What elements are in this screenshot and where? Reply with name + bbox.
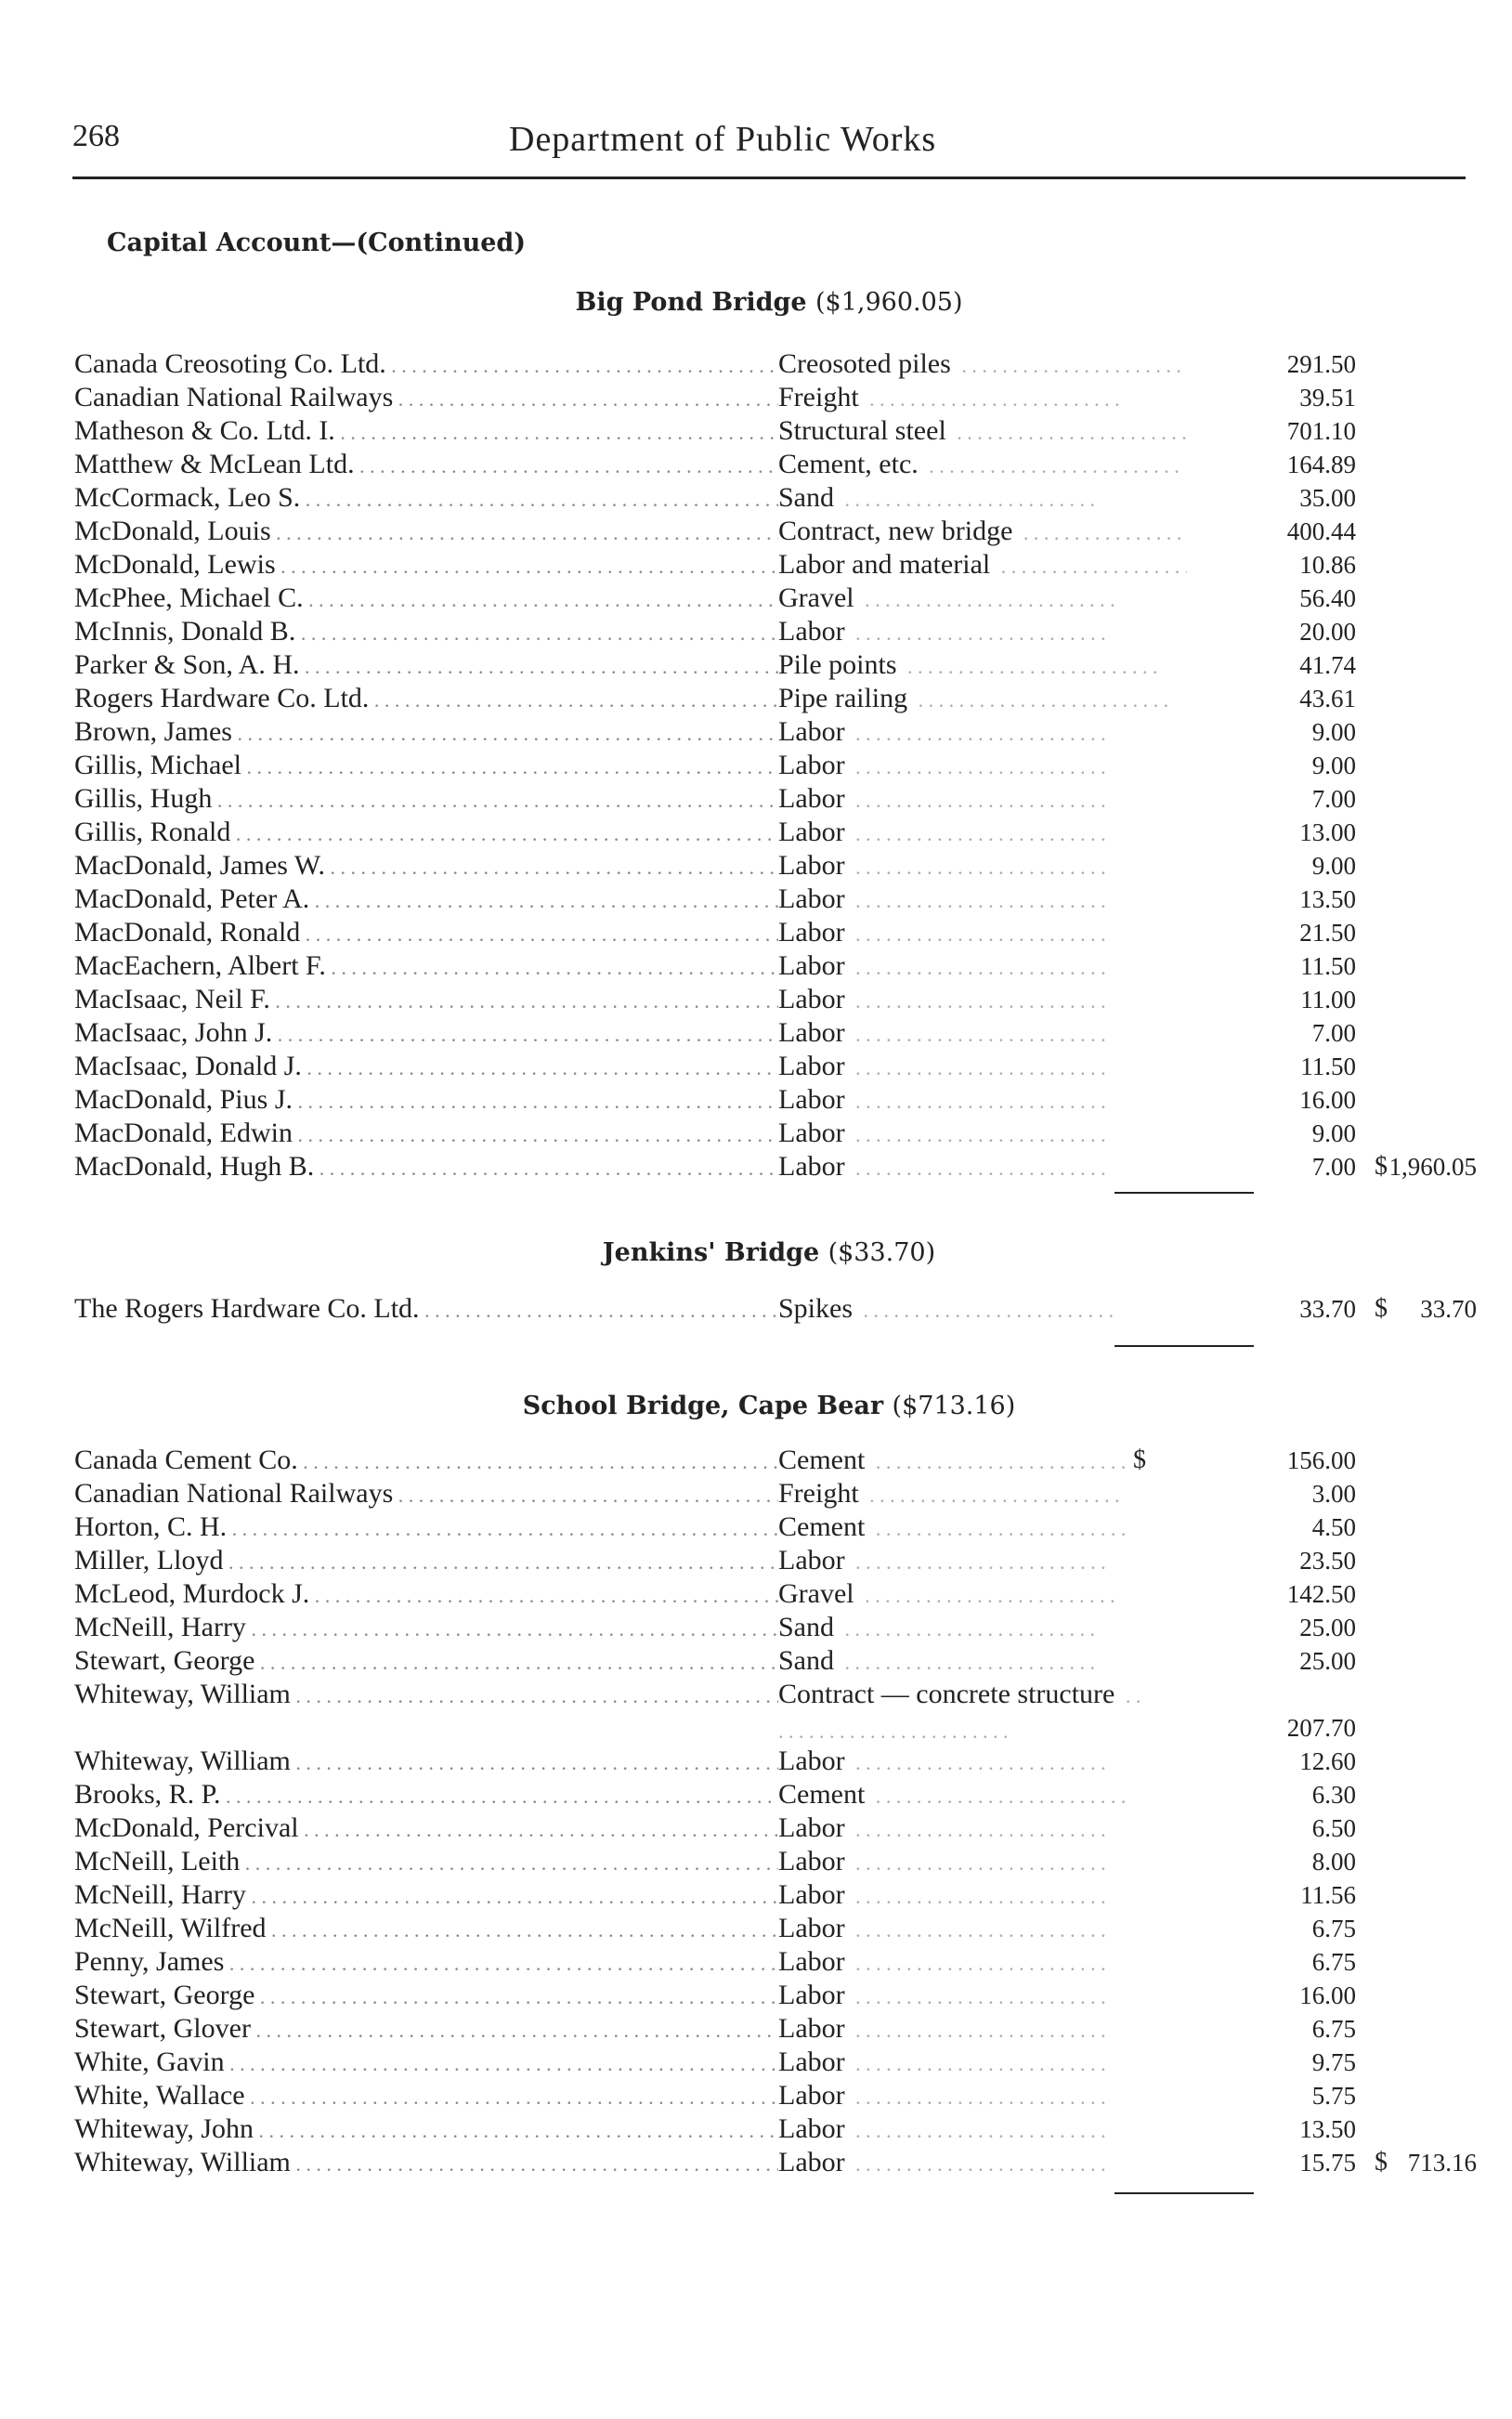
purpose-text: Labor . . . <box>778 1016 1187 1052</box>
purpose-text: Sand . . . <box>778 1644 1187 1680</box>
purpose-text: Labor . . . <box>778 1150 1187 1185</box>
purpose-text: Cement . . . <box>778 1510 1187 1546</box>
payee-name: MacDonald, Pius J. . . . <box>74 1083 780 1118</box>
purpose-text: Contract, new bridge . . . <box>778 515 1187 550</box>
payee-name: Stewart, Glover . . . <box>74 2012 780 2047</box>
purpose-text: Labor . . . <box>778 1544 1187 1579</box>
payee-name: Canada Creosoting Co. Ltd. . . . <box>74 347 780 383</box>
ledger-row <box>74 481 1477 515</box>
payee-name: Gillis, Hugh . . . <box>74 782 780 817</box>
item-amount: 41.74 <box>1299 651 1356 679</box>
ledger-row <box>74 448 1477 481</box>
payee-name: Horton, C. H. . . . <box>74 1510 780 1546</box>
ledger-row <box>74 615 1477 648</box>
ledger-row <box>74 1878 1477 1912</box>
item-amount: 43.61 <box>1299 685 1356 713</box>
item-amount: 13.50 <box>1299 2115 1356 2143</box>
item-amount: 11.56 <box>1300 1881 1356 1909</box>
item-amount: 16.00 <box>1299 1981 1356 2009</box>
item-amount: 164.89 <box>1286 451 1356 478</box>
purpose-text: Labor . . . <box>778 749 1187 784</box>
item-amount: 9.00 <box>1311 752 1356 779</box>
purpose-text: Labor . . . <box>778 1878 1187 1914</box>
payee-name: McLeod, Murdock J. . . . <box>74 1577 780 1613</box>
ledger-row <box>74 1117 1477 1150</box>
section-name: Big Pond Bridge <box>575 288 815 317</box>
ledger-row <box>74 749 1477 782</box>
ledger-row <box>74 2079 1477 2112</box>
payee-name: Gillis, Ronald . . . <box>74 816 780 851</box>
purpose-text: Cement . . . <box>778 1444 1187 1479</box>
item-amount: 15.75 <box>1299 2149 1356 2177</box>
item-amount: 16.00 <box>1299 1086 1356 1114</box>
payee-name: MacDonald, Hugh B. . . . <box>74 1150 780 1185</box>
ledger-row <box>74 515 1477 548</box>
ledger-row <box>74 1945 1477 1979</box>
subtotal-rule <box>1114 2192 1254 2194</box>
ledger-row <box>74 1811 1477 1845</box>
ledger-row <box>74 2012 1477 2046</box>
ledger-row <box>74 1150 1477 1183</box>
page-header <box>72 119 1466 160</box>
purpose-text: Labor . . . <box>778 2079 1187 2114</box>
purpose-text: Labor . . . <box>778 1945 1187 1981</box>
payee-name: McCormack, Leo S. . . . <box>74 481 780 516</box>
purpose-text: Cement . . . <box>778 1778 1187 1813</box>
ledger-row <box>74 1979 1477 2012</box>
payee-name: White, Wallace . . . <box>74 2079 780 2114</box>
section-total: 1,960.05 <box>1388 1153 1477 1181</box>
ledger-row <box>74 2046 1477 2079</box>
item-amount: 7.00 <box>1311 1153 1356 1181</box>
item-amount: 5.75 <box>1311 2082 1356 2110</box>
purpose-text: Labor . . . <box>778 1845 1187 1880</box>
payee-name: Rogers Hardware Co. Ltd. . . . <box>74 682 780 717</box>
department-title: Department of Public Works <box>509 120 937 159</box>
item-amount: 400.44 <box>1286 517 1356 545</box>
purpose-text: Spikes . . . <box>778 1292 1187 1327</box>
item-amount: 13.00 <box>1299 818 1356 846</box>
ledger-row <box>74 1477 1477 1510</box>
payee-name: MacDonald, James W. . . . <box>74 849 780 884</box>
item-amount: 21.50 <box>1299 919 1356 947</box>
section-amount: ($33.70) <box>828 1238 936 1267</box>
purpose-text: Creosoted piles . . . <box>778 347 1187 383</box>
ledger-row <box>74 414 1477 448</box>
item-amount: 7.00 <box>1311 1019 1356 1047</box>
payee-name: Canadian National Railways . . . <box>74 381 780 416</box>
purpose-text: Labor . . . <box>778 1083 1187 1118</box>
section-rows <box>74 1444 1477 2179</box>
section-title <box>72 288 1466 317</box>
purpose-text: Freight . . . <box>778 1477 1187 1512</box>
ledger-row <box>74 1644 1477 1678</box>
item-amount: 13.50 <box>1299 885 1356 913</box>
ledger-row <box>74 883 1477 916</box>
purpose-text: Labor . . . <box>778 2046 1187 2081</box>
account-caption: Capital Account—(Continued) <box>107 229 527 257</box>
ledger-row <box>74 1611 1477 1644</box>
ledger-row <box>74 1083 1477 1117</box>
payee-name: McNeill, Harry . . . <box>74 1878 780 1914</box>
ledger-row <box>74 1016 1477 1050</box>
payee-name: Whiteway, John . . . <box>74 2112 780 2148</box>
purpose-text: Gravel . . . <box>778 582 1187 617</box>
ledger-row <box>74 347 1477 381</box>
ledger-row <box>74 548 1477 582</box>
section-total: 33.70 <box>1420 1295 1477 1323</box>
ledger-row <box>74 2112 1477 2146</box>
item-amount: 3.00 <box>1311 1480 1356 1508</box>
purpose-text: Labor . . . <box>778 2012 1187 2047</box>
item-amount: 11.00 <box>1300 986 1356 1013</box>
item-amount: 20.00 <box>1299 618 1356 646</box>
purpose-text: Labor . . . <box>778 1745 1187 1780</box>
section-amount: ($713.16) <box>892 1392 1016 1420</box>
item-amount: 207.70 <box>1286 1714 1356 1742</box>
section-total: 713.16 <box>1407 2149 1477 2177</box>
purpose-text: Labor . . . <box>778 2112 1187 2148</box>
payee-name: Parker & Son, A. H. . . . <box>74 648 780 684</box>
ledger-row <box>74 916 1477 949</box>
payee-name: Miller, Lloyd . . . <box>74 1544 780 1579</box>
payee-name: Canadian National Railways . . . <box>74 1477 780 1512</box>
ledger-row <box>74 1845 1477 1878</box>
ledger-row <box>74 1912 1477 1945</box>
item-amount: 9.00 <box>1311 852 1356 880</box>
purpose-text: Labor . . . <box>778 1811 1187 1847</box>
purpose-text: Labor . . . <box>778 1050 1187 1085</box>
payee-name: Penny, James . . . <box>74 1945 780 1981</box>
purpose-text: Pipe railing . . . <box>778 682 1187 717</box>
header-rule <box>72 177 1466 179</box>
ledger-row <box>74 1778 1477 1811</box>
ledger-row <box>74 1678 1477 1745</box>
purpose-text: Labor . . . <box>778 949 1187 985</box>
item-amount: 10.86 <box>1299 551 1356 579</box>
item-amount: 6.75 <box>1311 1948 1356 1976</box>
purpose-text: Labor . . . <box>778 1912 1187 1947</box>
purpose-text: Gravel . . . <box>778 1577 1187 1613</box>
purpose-text: Sand . . . <box>778 1611 1187 1646</box>
item-amount: 701.10 <box>1286 417 1356 445</box>
purpose-text: Labor . . . <box>778 1979 1187 2014</box>
item-amount: 6.30 <box>1311 1781 1356 1809</box>
payee-name: MacEachern, Albert F. . . . <box>74 949 780 985</box>
item-amount: 6.75 <box>1311 2015 1356 2043</box>
ledger-row <box>74 949 1477 983</box>
item-amount: 11.50 <box>1300 952 1356 980</box>
section-rows <box>74 347 1477 1183</box>
item-amount: 23.50 <box>1299 1547 1356 1575</box>
section-title <box>72 1238 1466 1267</box>
item-amount: 9.00 <box>1311 718 1356 746</box>
currency-sign: $ <box>1375 1294 1388 1323</box>
purpose-text: Labor . . . <box>778 782 1187 817</box>
item-amount: 8.00 <box>1311 1848 1356 1876</box>
payee-name: MacDonald, Peter A. . . . <box>74 883 780 918</box>
purpose-text: Freight . . . <box>778 381 1187 416</box>
ledger-row <box>74 682 1477 715</box>
purpose-text: Labor . . . <box>778 2146 1187 2181</box>
payee-name: Whiteway, William . . . <box>74 1678 780 1713</box>
payee-name: Stewart, George . . . <box>74 1644 780 1680</box>
ledger-row <box>74 1444 1477 1477</box>
payee-name: Brooks, R. P. . . . <box>74 1778 780 1813</box>
item-amount: 25.00 <box>1299 1614 1356 1641</box>
section-name: School Bridge, Cape Bear <box>522 1392 893 1420</box>
payee-name: Whiteway, William . . . <box>74 2146 780 2181</box>
payee-name: Canada Cement Co. . . . <box>74 1444 780 1479</box>
payee-name: Matthew & McLean Ltd. . . . <box>74 448 780 483</box>
currency-sign: $ <box>1375 1152 1388 1181</box>
purpose-text: Structural steel . . . <box>778 414 1187 450</box>
payee-name: Brown, James . . . <box>74 715 780 751</box>
item-amount: 6.50 <box>1311 1814 1356 1842</box>
ledger-row <box>74 381 1477 414</box>
ledger-row <box>74 1050 1477 1083</box>
ledger-row <box>74 648 1477 682</box>
section-title <box>72 1392 1466 1420</box>
item-amount: 39.51 <box>1299 384 1356 412</box>
purpose-text: Cement, etc. . . . <box>778 448 1187 483</box>
purpose-text: Labor . . . <box>778 849 1187 884</box>
payee-name: Gillis, Michael . . . <box>74 749 780 784</box>
payee-name: McPhee, Michael C. . . . <box>74 582 780 617</box>
purpose-text: Labor . . . <box>778 983 1187 1018</box>
item-amount: 25.00 <box>1299 1647 1356 1675</box>
subtotal-rule <box>1114 1345 1254 1347</box>
section-amount: ($1,960.05) <box>815 288 963 317</box>
ledger-row <box>74 983 1477 1016</box>
currency-sign: $ <box>1133 1445 1146 1474</box>
section-rows <box>74 1292 1477 1326</box>
payee-name: Matheson & Co. Ltd. I. . . . <box>74 414 780 450</box>
payee-name: McNeill, Leith . . . <box>74 1845 780 1880</box>
payee-name: Stewart, George . . . <box>74 1979 780 2014</box>
section-name: Jenkins' Bridge <box>602 1238 828 1267</box>
ledger-row <box>74 1745 1477 1778</box>
purpose-text: Labor . . . <box>778 615 1187 650</box>
item-amount: 156.00 <box>1286 1446 1356 1474</box>
payee-name: McDonald, Percival . . . <box>74 1811 780 1847</box>
purpose-text: Labor and material . . . <box>778 548 1187 583</box>
payee-name: Whiteway, William . . . <box>74 1745 780 1780</box>
payee-name: MacDonald, Edwin . . . <box>74 1117 780 1152</box>
ledger-row <box>74 2146 1477 2179</box>
payee-name: McNeill, Wilfred . . . <box>74 1912 780 1947</box>
subtotal-rule <box>1114 1192 1254 1194</box>
ledger-row <box>74 1544 1477 1577</box>
payee-name: McNeill, Harry . . . <box>74 1611 780 1646</box>
purpose-text: Labor . . . <box>778 883 1187 918</box>
ledger-row <box>74 1292 1477 1326</box>
ledger-row <box>74 782 1477 816</box>
item-amount: 12.60 <box>1299 1747 1356 1775</box>
payee-name: MacIsaac, Neil F. . . . <box>74 983 780 1018</box>
payee-name: MacDonald, Ronald . . . <box>74 916 780 951</box>
ledger-row <box>74 1510 1477 1544</box>
item-amount: 4.50 <box>1311 1513 1356 1541</box>
payee-name: White, Gavin . . . <box>74 2046 780 2081</box>
payee-name: MacIsaac, Donald J. . . . <box>74 1050 780 1085</box>
payee-name: McDonald, Lewis . . . <box>74 548 780 583</box>
purpose-text: Labor . . . <box>778 916 1187 951</box>
item-amount: 9.00 <box>1311 1119 1356 1147</box>
purpose-text: Labor . . . <box>778 1117 1187 1152</box>
currency-sign: $ <box>1375 2148 1388 2177</box>
purpose-text: Contract — concrete structure . . . <box>778 1678 1150 1748</box>
ledger-row <box>74 849 1477 883</box>
purpose-text: Sand . . . <box>778 481 1187 516</box>
item-amount: 291.50 <box>1286 350 1356 378</box>
item-amount: 35.00 <box>1299 484 1356 512</box>
payee-name: McDonald, Louis . . . <box>74 515 780 550</box>
payee-name: The Rogers Hardware Co. Ltd. . . . <box>74 1292 780 1327</box>
purpose-text: Labor . . . <box>778 715 1187 751</box>
payee-name: MacIsaac, John J. . . . <box>74 1016 780 1052</box>
ledger-row <box>74 1577 1477 1611</box>
item-amount: 7.00 <box>1311 785 1356 813</box>
ledger-row <box>74 582 1477 615</box>
item-amount: 56.40 <box>1299 584 1356 612</box>
page-number: 268 <box>72 119 120 153</box>
ledger-row <box>74 816 1477 849</box>
payee-name: McInnis, Donald B. . . . <box>74 615 780 650</box>
purpose-text: Labor . . . <box>778 816 1187 851</box>
item-amount: 142.50 <box>1286 1580 1356 1608</box>
item-amount: 33.70 <box>1299 1295 1356 1323</box>
item-amount: 6.75 <box>1311 1915 1356 1942</box>
item-amount: 9.75 <box>1311 2048 1356 2076</box>
ledger-row <box>74 715 1477 749</box>
item-amount: 11.50 <box>1300 1053 1356 1080</box>
purpose-text: Pile points . . . <box>778 648 1187 684</box>
